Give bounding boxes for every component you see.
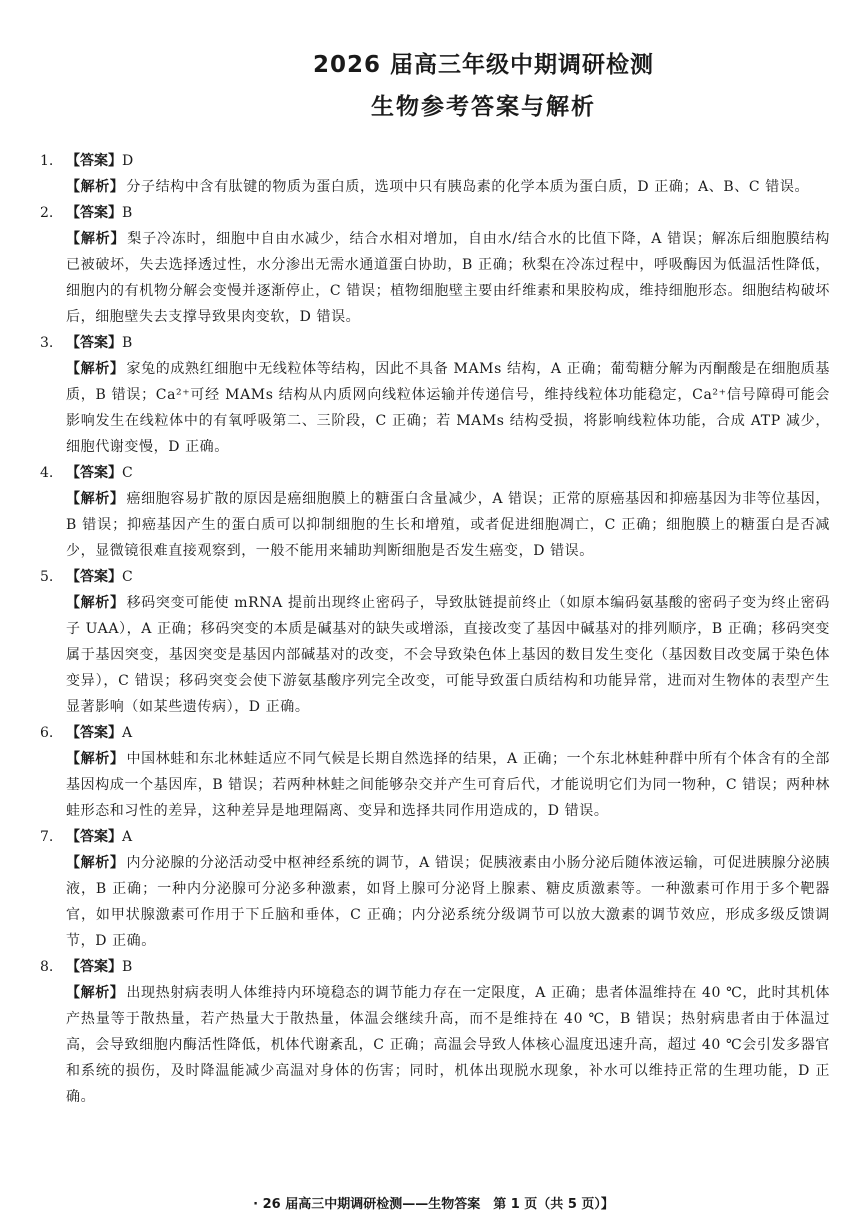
analysis-text: 家兔的成熟红细胞中无线粒体等结构，因此不具备 MAMs 结构，A 正确；葡萄糖分解为丙酮酸是在细胞质基质，B 错误；Ca²⁺可经 MAMs 结构从内质网向线粒体运输并传递信号，维持线粒体功能稳定，Ca²⁺信号障碍可能会影响发生在线粒体中的有氧呼吸第二、三阶段，C 正确；若 MAMs 结构受损，将影响线粒体功能，合成 ATP 减少，细胞代谢变慢，D 正确。 [66, 361, 830, 455]
document-subtitle: 生物参考答案与解析 [371, 94, 596, 120]
answer-line [40, 720, 830, 746]
answer-line [40, 824, 830, 850]
answer-label: 【答案】 [66, 829, 122, 845]
analysis-text: 分子结构中含有肽键的物质为蛋白质，选项中只有胰岛素的化学本质为蛋白质，D 正确；A、B、C 错误。 [126, 179, 810, 195]
answer-list [40, 148, 830, 1110]
analysis-text: 癌细胞容易扩散的原因是癌细胞膜上的糖蛋白含量减少，A 错误；正常的原癌基因和抑癌基因为非等位基因，B 错误；抑癌基因产生的蛋白质可以抑制细胞的生长和增殖，或者促进细胞凋亡，C 正确；细胞膜上的糖蛋白是否减少，显微镜很难直接观察到，一般不能用来辅助判断细胞是否发生癌变，D 错误。 [66, 491, 830, 559]
analysis-text: 中国林蛙和东北林蛙适应不同气候是长期自然选择的结果，A 正确；一个东北林蛙种群中所有个体含有的全部基因构成一个基因库，B 错误；若两种林蛙之间能够杂交并产生可育后代，才能说明它们为同一物种，C 错误；两种林蛙形态和习性的差异，这种差异是地理隔离、变异和选择共同作用造成的，D 错误。 [66, 751, 830, 819]
question-number: 3. [40, 335, 54, 351]
analysis-label: 【解析】 [66, 491, 125, 507]
question-number: 2. [40, 205, 54, 221]
question-number: 8. [40, 959, 54, 975]
analysis-paragraph [66, 486, 830, 564]
answer-value: D [122, 153, 134, 169]
analysis-label: 【解析】 [66, 855, 125, 871]
answer-label: 【答案】 [66, 335, 122, 351]
analysis-text: 移码突变可能使 mRNA 提前出现终止密码子，导致肽链提前终止（如原本编码氨基酸的密码子变为终止密码子 UAA），A 正确；移码突变的本质是碱基对的缺失或增添，直接改变了基因中碱基对的排列顺序，B 正确；移码突变属于基因突变，基因突变是基因内部碱基对的改变，不会导致染色体上基因的数目发生变化（基因数目改变属于染色体变异），C 错误；移码突变会使下游氨基酸序列完全改变，可能导致蛋白质结构和功能异常，进而对生物体的表型产生显著影响（如某些遗传病），D 正确。 [66, 595, 830, 715]
analysis-label: 【解析】 [66, 595, 125, 611]
analysis-text: 出现热射病表明人体维持内环境稳态的调节能力存在一定限度，A 正确；患者体温维持在 40 ℃，此时其机体产热量等于散热量，若产热量大于散热量，体温会继续升高，而不是维持在 40 ℃，B 错误；热射病患者由于体温过高，会导致细胞内酶活性降低，机体代谢紊乱，C 正确；高温会导致人体核心温度迅速升高，超过 40 ℃会引发多器官和系统的损伤，及时降温能减少高温对身体的伤害；同时，机体出现脱水现象，补水可以维持正常的生理功能，D 正确。 [66, 985, 830, 1105]
answer-value: A [122, 829, 133, 845]
question-item [40, 564, 830, 720]
answer-line [40, 330, 830, 356]
analysis-paragraph [66, 590, 830, 720]
answer-label: 【答案】 [66, 569, 122, 585]
analysis-text: 梨子冷冻时，细胞中自由水减少，结合水相对增加，自由水/结合水的比值下降，A 错误；解冻后细胞膜结构已被破坏，失去选择透过性，水分渗出无需水通道蛋白协助，B 正确；秋梨在冷冻过程中，呼吸酶因为低温活性降低，细胞内的有机物分解会变慢并逐渐停止，C 错误；植物细胞壁主要由纤维素和果胶构成，维持细胞形态。细胞结构破坏后，细胞壁失去支撑导致果肉变软，D 错误。 [66, 231, 830, 325]
answer-value: B [122, 205, 133, 221]
question-number: 5. [40, 569, 54, 585]
analysis-paragraph [66, 746, 830, 824]
question-number: 7. [40, 829, 54, 845]
analysis-label: 【解析】 [66, 751, 125, 767]
analysis-paragraph [66, 174, 830, 200]
page-footer: · 26 届高三中期调研检测——生物答案 第 1 页（共 5 页）】 [253, 1197, 614, 1212]
analysis-text: 内分泌腺的分泌活动受中枢神经系统的调节，A 错误；促胰液素由小肠分泌后随体液运输，可促进胰腺分泌胰液，B 正确；一种内分泌腺可分泌多种激素，如肾上腺可分泌肾上腺素、糖皮质激素等。一种激素可作用于多个靶器官，如甲状腺激素可作用于下丘脑和垂体，C 正确；内分泌系统分级调节可以放大激素的调节效应，形成多级反馈调节，D 正确。 [66, 855, 830, 949]
answer-line [40, 564, 830, 590]
question-item [40, 460, 830, 564]
answer-label: 【答案】 [66, 153, 122, 169]
question-number: 1. [40, 153, 54, 169]
analysis-paragraph [66, 980, 830, 1110]
answer-value: B [122, 335, 133, 351]
answer-value: A [122, 725, 133, 741]
question-item [40, 954, 830, 1110]
answer-line [40, 460, 830, 486]
analysis-paragraph [66, 226, 830, 330]
question-item [40, 720, 830, 824]
analysis-label: 【解析】 [66, 231, 126, 247]
answer-line [40, 200, 830, 226]
analysis-label: 【解析】 [66, 179, 125, 195]
question-item [40, 148, 830, 200]
answer-value: B [122, 959, 133, 975]
answer-label: 【答案】 [66, 465, 122, 481]
answer-value: C [122, 569, 133, 585]
answer-label: 【答案】 [66, 959, 122, 975]
analysis-paragraph [66, 850, 830, 954]
question-item [40, 200, 830, 330]
answer-value: C [122, 465, 133, 481]
question-item [40, 824, 830, 954]
question-item [40, 330, 830, 460]
analysis-label: 【解析】 [66, 361, 125, 377]
analysis-paragraph [66, 356, 830, 460]
analysis-label: 【解析】 [66, 985, 125, 1001]
question-number: 6. [40, 725, 54, 741]
answer-label: 【答案】 [66, 205, 122, 221]
answer-line [40, 954, 830, 980]
question-number: 4. [40, 465, 54, 481]
document-title: 2026 届高三年级中期调研检测 [312, 52, 655, 78]
answer-label: 【答案】 [66, 725, 122, 741]
answer-line [40, 148, 830, 174]
